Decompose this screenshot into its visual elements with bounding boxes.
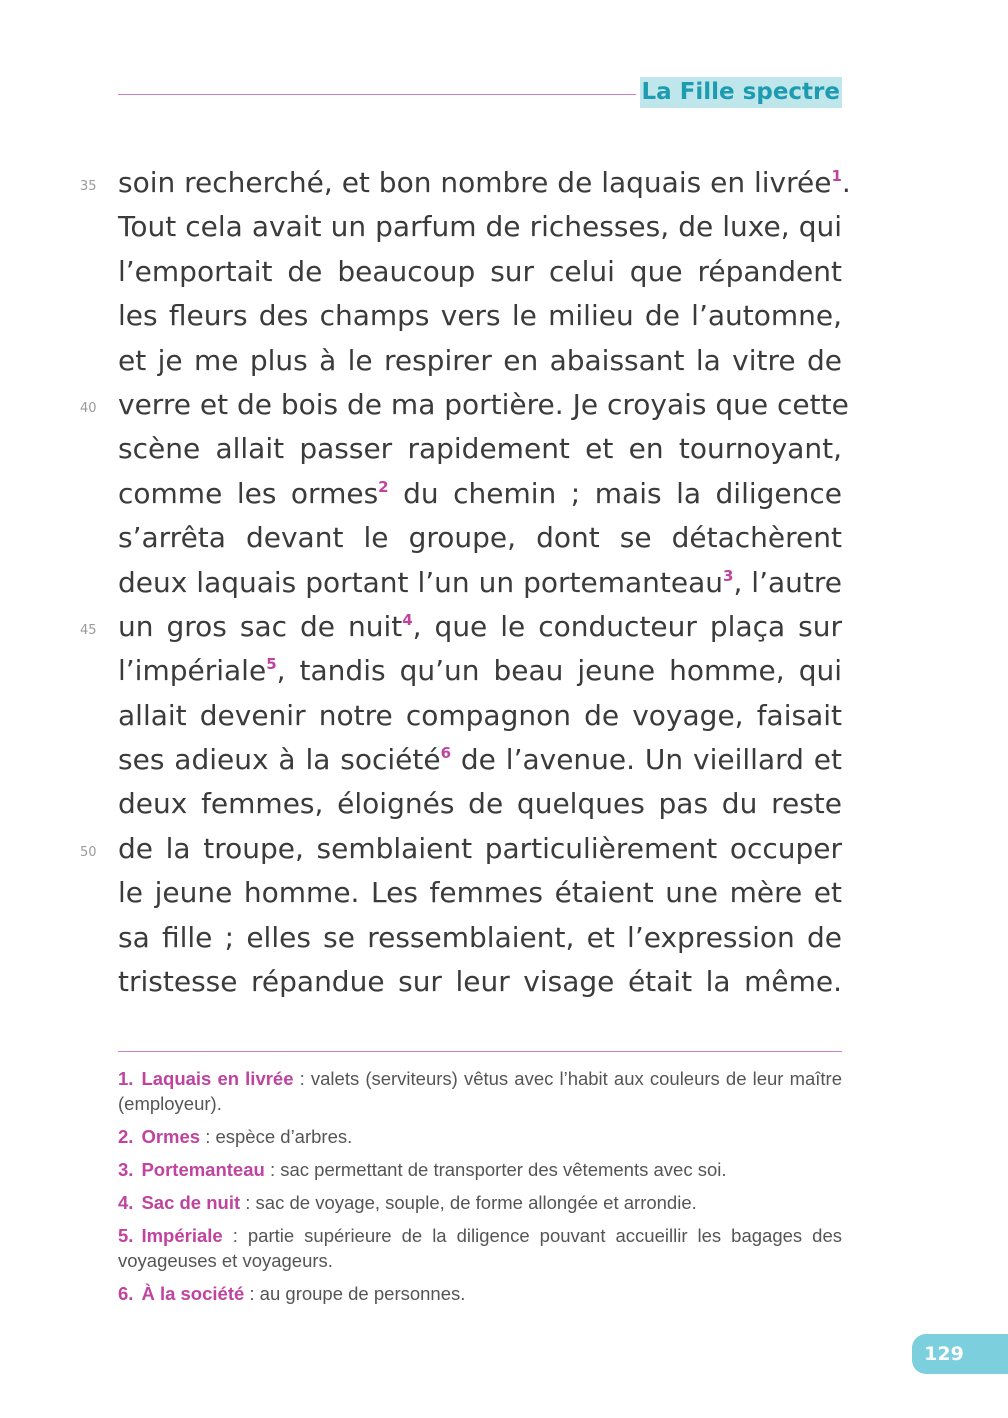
- text-line: [118, 516, 842, 560]
- footnote-term: Ormes: [141, 1126, 201, 1147]
- text-segment: deux femmes, éloignés de quelques pas du reste: [118, 787, 842, 821]
- footnote-number: 2.: [118, 1126, 134, 1147]
- footnote-item: [118, 1066, 842, 1116]
- footnote-item: [118, 1281, 842, 1306]
- text-line: [118, 605, 842, 649]
- text-segment: les fleurs des champs vers le milieu de l’automne,: [118, 299, 842, 333]
- footnote-marker: 6: [440, 744, 452, 763]
- header-rule: [118, 94, 636, 95]
- text-line: [118, 871, 842, 915]
- text-segment: s’arrêta devant le groupe, dont se détachèrent: [118, 521, 842, 555]
- line-number: 40: [80, 401, 97, 416]
- footnote-marker: 1: [831, 167, 842, 185]
- text-line: [118, 161, 851, 205]
- text-segment: scène allait passer rapidement et en tournoyant,: [118, 432, 842, 466]
- text-segment: comme les ormes: [118, 476, 379, 510]
- footnote-item: [118, 1157, 842, 1182]
- text-segment: sa fille ; elles se ressemblaient, et l’expression de: [118, 920, 842, 954]
- text-line: [118, 294, 842, 338]
- text-line: [118, 472, 842, 516]
- text-segment: du chemin ; mais la diligence: [388, 476, 842, 510]
- text-line: [118, 205, 842, 249]
- text-segment: verre et de bois de ma portière. Je croyais que cette: [118, 387, 849, 421]
- footnote-item: [118, 1223, 842, 1273]
- text-segment: de la troupe, semblaient particulièrement occuper: [118, 831, 842, 865]
- text-segment: , que le conducteur plaça sur: [412, 609, 842, 643]
- text-line: [118, 383, 849, 427]
- footnote-number: 6.: [118, 1283, 134, 1304]
- footnote-rule: [118, 1051, 842, 1052]
- text-segment: et je me plus à le respirer en abaissant la vitre de: [118, 343, 842, 377]
- text-segment: tristesse répandue sur leur visage était la même.: [118, 965, 842, 999]
- footnote-term: À la société: [141, 1283, 245, 1304]
- text-segment: allait devenir notre compagnon de voyage, faisait: [118, 698, 842, 732]
- footnote-marker: 4: [402, 610, 413, 629]
- text-segment: , l’autre: [733, 565, 842, 599]
- footnote-term: Sac de nuit: [141, 1192, 241, 1213]
- footnote-marker: 3: [723, 566, 734, 585]
- text-segment: .: [841, 166, 851, 199]
- page-number-tab: [912, 1334, 1008, 1374]
- text-segment: le jeune homme. Les femmes étaient une mère et: [118, 876, 842, 910]
- text-line: [118, 427, 842, 471]
- text-segment: Tout cela avait un parfum de richesses, de luxe, qui: [118, 210, 842, 244]
- line-number: 50: [80, 845, 97, 860]
- footnote-item: [118, 1124, 842, 1149]
- footnote-definition: : sac permettant de transporter des vêtements avec soi.: [264, 1159, 727, 1180]
- footnote-definition: : partie supérieure de la diligence pouvant accueillir les bagages des voyageuses et voyageurs.: [118, 1225, 842, 1271]
- text-line: [118, 250, 842, 294]
- footnote-definition: : espèce d’arbres.: [200, 1126, 353, 1147]
- line-number: 35: [80, 179, 97, 194]
- line-number: 45: [80, 623, 97, 638]
- running-title: La Fille spectre: [640, 77, 842, 108]
- text-segment: ses adieux à la société: [118, 743, 441, 777]
- text-line: [118, 827, 842, 871]
- footnote-number: 3.: [118, 1159, 134, 1180]
- text-line: [118, 960, 842, 1004]
- text-segment: de l’avenue. Un vieillard et: [451, 743, 842, 777]
- footnote-term: Laquais en livrée: [141, 1068, 294, 1089]
- footnote-marker: 2: [378, 477, 389, 496]
- footnote-marker: 5: [266, 655, 277, 674]
- text-line: [118, 649, 842, 693]
- footnote-number: 5.: [118, 1225, 134, 1246]
- text-line: [118, 339, 842, 383]
- text-segment: l’impériale: [118, 654, 267, 688]
- text-segment: un gros sac de nuit: [118, 609, 403, 643]
- text-line: [118, 916, 842, 960]
- text-line: [118, 782, 842, 826]
- text-segment: soin recherché, et bon nombre de laquais en livrée: [118, 166, 832, 199]
- footnote-definition: : au groupe de personnes.: [244, 1283, 466, 1304]
- page-number: 129: [924, 1343, 964, 1365]
- footnotes: [118, 1066, 842, 1314]
- text-line: [118, 738, 842, 782]
- main-text: [118, 161, 851, 1004]
- footnote-number: 1.: [118, 1068, 134, 1089]
- text-segment: l’emportait de beaucoup sur celui que répandent: [118, 254, 842, 288]
- footnote-item: [118, 1190, 842, 1215]
- footnote-term: Impériale: [141, 1225, 223, 1246]
- text-line: [118, 561, 842, 605]
- footnote-definition: : valets (serviteurs) vêtus avec l’habit aux couleurs de leur maître (employeur).: [118, 1068, 842, 1114]
- footnote-term: Portemanteau: [141, 1159, 265, 1180]
- footnote-definition: : sac de voyage, souple, de forme allongée et arrondie.: [240, 1192, 697, 1213]
- text-segment: deux laquais portant l’un un portemanteau: [118, 565, 723, 599]
- text-segment: , tandis qu’un beau jeune homme, qui: [276, 654, 842, 688]
- text-line: [118, 694, 842, 738]
- footnote-number: 4.: [118, 1192, 134, 1213]
